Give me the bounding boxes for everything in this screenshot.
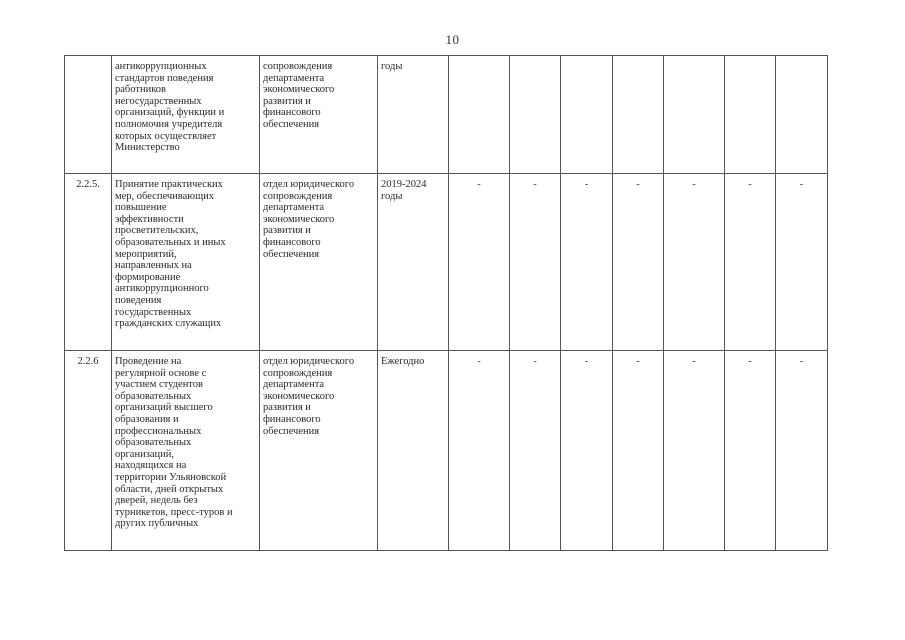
measure-cell: Проведение на регулярной основе с участием студентов образовательных организаций высшего образования и профессиональных образовательных организаций, находящихся на территории Ульяновской области, дней открытых дверей, недель без турникетов, пресс-туров и других публичных [112, 351, 260, 551]
term-cell: Ежегодно [378, 351, 449, 551]
responsible-cell: сопровождения департамента экономического развития и финансового обеспечения [260, 56, 378, 174]
value-cell [561, 56, 613, 174]
page-number: 10 [445, 32, 460, 47]
value-cell [613, 56, 664, 174]
activity-plan-table [64, 55, 828, 551]
value-cell: - [510, 351, 561, 551]
term-cell: годы [378, 56, 449, 174]
value-cell: - [664, 174, 725, 351]
measure-cell: антикоррупционных стандартов поведения работников негосударственных организаций, функции и полномочия учредителя которых осуществляет Министерство [112, 56, 260, 174]
value-cell: - [561, 174, 613, 351]
table-row [65, 351, 828, 551]
table-row [65, 174, 828, 351]
value-cell: - [613, 174, 664, 351]
value-cell: - [561, 351, 613, 551]
value-cell: - [725, 174, 776, 351]
value-cell: - [449, 174, 510, 351]
row-number-cell: 2.2.6 [65, 351, 112, 551]
value-cell [449, 56, 510, 174]
row-number-cell: 2.2.5. [65, 174, 112, 351]
measure-cell: Принятие практических мер, обеспечивающих повышение эффективности просветительских, образовательных и иных мероприятий, направленных на формирование антикоррупционного поведения государственных гражданских служащих [112, 174, 260, 351]
responsible-cell: отдел юридического сопровождения департамента экономического развития и финансового обеспечения [260, 351, 378, 551]
value-cell: - [776, 351, 828, 551]
value-cell [776, 56, 828, 174]
value-cell [725, 56, 776, 174]
value-cell: - [510, 174, 561, 351]
value-cell: - [725, 351, 776, 551]
value-cell [510, 56, 561, 174]
table-row [65, 56, 828, 174]
value-cell: - [776, 174, 828, 351]
value-cell: - [664, 351, 725, 551]
responsible-cell: отдел юридического сопровождения департамента экономического развития и финансового обеспечения [260, 174, 378, 351]
value-cell: - [449, 351, 510, 551]
value-cell [664, 56, 725, 174]
term-cell: 2019-2024 годы [378, 174, 449, 351]
value-cell: - [613, 351, 664, 551]
row-number-cell [65, 56, 112, 174]
